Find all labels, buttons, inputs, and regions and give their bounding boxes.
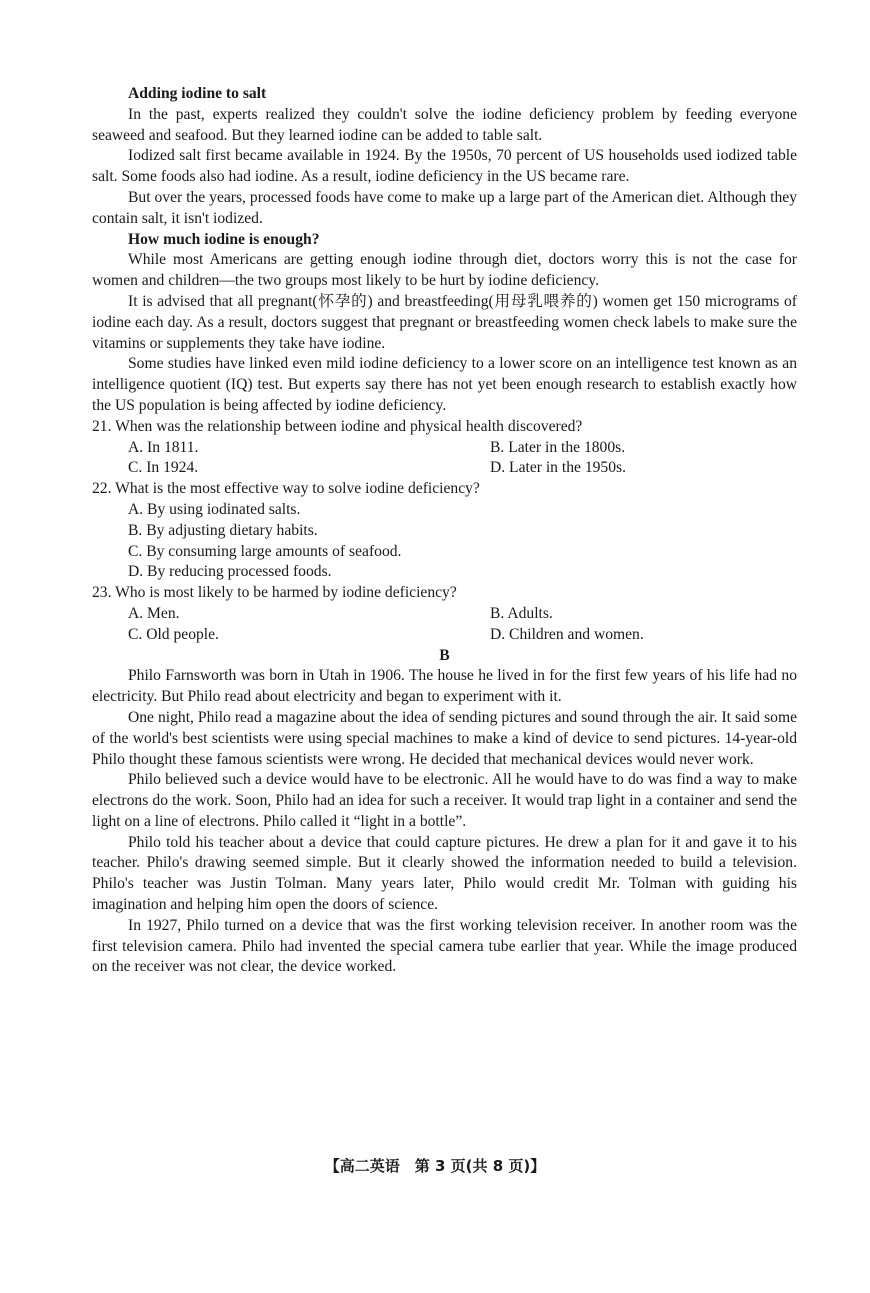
question-23-options <box>92 604 797 646</box>
option-c: C. Old people. <box>128 625 219 643</box>
subheading-how-much-iodine: How much iodine is enough? <box>128 230 320 248</box>
question-23-stem: 23. Who is most likely to be harmed by iodine deficiency? <box>92 584 457 602</box>
subheading-adding-iodine: Adding iodine to salt <box>128 85 267 102</box>
paragraph: But over the years, processed foods have come to make up a large part of the American diet. Although they contain salt, it isn't iodized. <box>92 188 797 227</box>
option-c: C. By consuming large amounts of seafood. <box>128 542 402 560</box>
option-b: B. Later in the 1800s. <box>490 438 626 456</box>
paragraph: It is advised that all pregnant(怀孕的) and breastfeeding(用母乳喂养的) women get 150 micrograms of iodine each day. As a result, doctors suggest that pregnant or breastfeeding women check labels to make sure the vitamins or supplements they take have iodine. <box>92 292 797 352</box>
section-b-heading: B <box>439 646 450 664</box>
exam-page <box>92 84 797 978</box>
option-d: D. Children and women. <box>490 625 644 643</box>
paragraph: Iodized salt first became available in 1924. By the 1950s, 70 percent of US households used iodized table salt. Some foods also had iodine. As a result, iodine deficiency in the US became rare. <box>92 147 797 186</box>
question-21-stem: 21. When was the relationship between iodine and physical health discovered? <box>92 417 583 435</box>
option-c: C. In 1924. <box>128 459 199 477</box>
option-a: A. Men. <box>128 604 180 622</box>
option-a: A. In 1811. <box>128 438 199 456</box>
option-d: D. By reducing processed foods. <box>128 563 332 581</box>
paragraph: Philo believed such a device would have to be electronic. All he would have to do was find a way to make electrons do the work. Soon, Philo had an idea for such a receiver. It would trap light in a container and send the light on a line of electrons. Philo called it “light in a bottle”. <box>92 771 797 830</box>
question-22-stem: 22. What is the most effective way to solve iodine deficiency? <box>92 480 480 498</box>
paragraph: Philo Farnsworth was born in Utah in 1906. The house he lived in for the first few years of his life had no electricity. But Philo read about electricity and began to experiment with it. <box>92 667 797 706</box>
question-21-options <box>92 438 797 480</box>
option-a: A. By using iodinated salts. <box>128 500 301 518</box>
page-footer: 【高二英语 第 3 页(共 8 页)】 <box>324 1157 546 1175</box>
option-b: B. Adults. <box>490 604 553 622</box>
paragraph: One night, Philo read a magazine about the idea of sending pictures and sound through the air. It said some of the world's best scientists were using special machines to make a kind of device to send pictures. 14-year-old Philo thought these famous scientists were wrong. He decided that mechanical devices would never work. <box>92 708 797 768</box>
option-b: B. By adjusting dietary habits. <box>128 521 318 539</box>
paragraph: Some studies have linked even mild iodine deficiency to a lower score on an intelligence test known as an intelligence quotient (IQ) test. But experts say there has not yet been enough research to establish exactly how the US population is being affected by iodine deficiency. <box>92 355 797 414</box>
paragraph: While most Americans are getting enough iodine through diet, doctors worry this is not the case for women and children—the two groups most likely to be hurt by iodine deficiency. <box>92 251 797 290</box>
paragraph: Philo told his teacher about a device that could capture pictures. He drew a plan for it and gave it to his teacher. Philo's drawing seemed simple. But it clearly showed the information needed to build a television. Philo's teacher was Justin Tolman. Many years later, Philo would credit Mr. Tolman with guiding his imagination and helping him open the doors of science. <box>92 833 797 914</box>
option-d: D. Later in the 1950s. <box>490 459 626 477</box>
paragraph: In 1927, Philo turned on a device that was the first working television receiver. In another room was the first television camera. Philo had invented the special camera tube earlier that year. While the image produced on the receiver was not clear, the device worked. <box>92 916 797 976</box>
paragraph: In the past, experts realized they couldn't solve the iodine deficiency problem by feeding everyone seaweed and seafood. But they learned iodine can be added to table salt. <box>92 105 797 144</box>
